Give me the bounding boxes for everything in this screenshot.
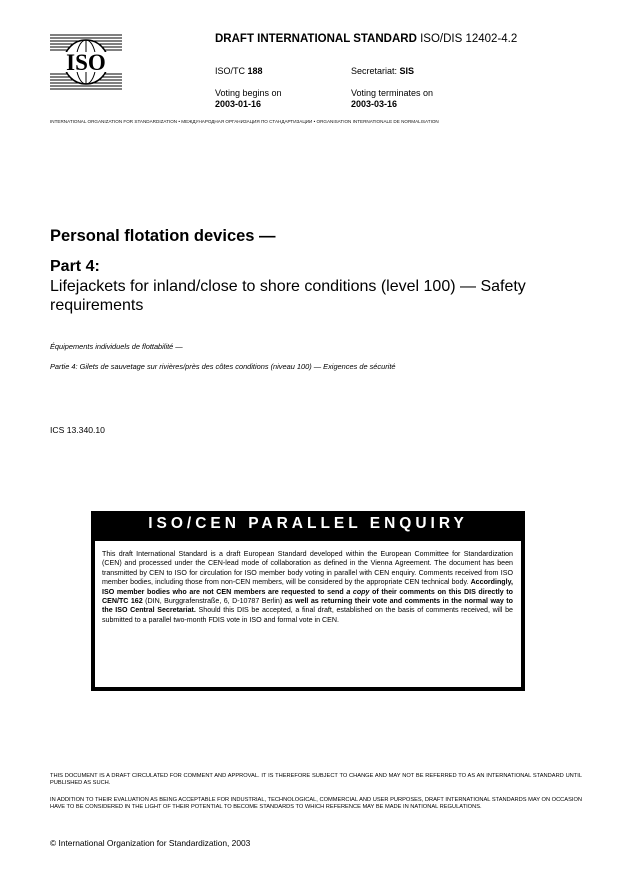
voting-terminates xyxy=(351,88,433,110)
part-title: Lifejackets for inland/close to shore conditions (level 100) — Safety requirements xyxy=(50,278,526,314)
french-title-line-1: Équipements individuels de flottabilité — xyxy=(50,342,183,351)
enquiry-text-f: as well as returning their vote and comments in the normal way to the ISO Central Secretariat. xyxy=(102,597,513,615)
ics-code: ICS 13.340.10 xyxy=(50,425,105,435)
secretariat xyxy=(351,66,414,77)
enquiry-heading: ISO/CEN PARALLEL ENQUIRY xyxy=(148,515,468,532)
enquiry-text-c: a copy xyxy=(346,587,370,596)
disclaimer-draft: THIS DOCUMENT IS A DRAFT CIRCULATED FOR COMMENT AND APPROVAL. IT IS THEREFORE SUBJECT TO CHANGE AND MAY NOT BE REFERRED TO AS AN INTERNATIONAL STANDARD UNTIL PUBLISHED AS SUCH. xyxy=(50,773,582,786)
tc-label: ISO/TC xyxy=(215,66,246,76)
copyright-notice: © International Organization for Standardization, 2003 xyxy=(50,838,251,848)
voting-ends-date: 2003-03-16 xyxy=(351,99,398,109)
secretariat-value: SIS xyxy=(399,66,415,76)
document-type-heading xyxy=(215,33,517,45)
enquiry-text-g: Should this DIS be accepted, a final draft, established on the basis of comments received, will be submitted to a parallel two-month FDIS vote in ISO and formal vote in CEN. xyxy=(102,606,513,624)
voting-begins-date: 2003-01-16 xyxy=(215,99,262,109)
enquiry-text xyxy=(102,550,513,625)
enquiry-text-d: of their comments on this DIS directly to CEN/TC 162 xyxy=(102,587,513,606)
enquiry-text-b: Accordingly, ISO member bodies who are not CEN members are requested to send xyxy=(102,578,513,596)
doc-type: DRAFT INTERNATIONAL STANDARD xyxy=(215,33,417,45)
french-title-line-2: Partie 4: Gilets de sauvetage sur rivières/près des côtes conditions (niveau 100) — Exigences de sécurité xyxy=(50,362,396,371)
document-title: Personal flotation devices — xyxy=(50,227,276,245)
doc-number: ISO/DIS 12402-4.2 xyxy=(420,33,518,45)
voting-ends-label: Voting terminates on xyxy=(351,88,434,98)
iso-logo xyxy=(50,32,122,92)
disclaimer-evaluation: IN ADDITION TO THEIR EVALUATION AS BEING ACCEPTABLE FOR INDUSTRIAL, TECHNOLOGICAL, COMMERCIAL AND USER PURPOSES, DRAFT INTERNATIONAL STANDARDS MAY ON OCCASION HAVE TO BE CONSIDERED IN THE LIGHT OF THEIR POTENTIAL TO BECOME STANDARDS TO WHICH REFERENCE MAY BE MADE IN NATIONAL REGULATIONS. xyxy=(50,797,582,810)
part-number: Part 4: xyxy=(50,258,100,275)
enquiry-text-e: (DIN, Burggrafenstraße, 6, D-10787 Berlin) xyxy=(142,597,285,606)
voting-begins xyxy=(215,88,282,110)
voting-begins-label: Voting begins on xyxy=(215,88,282,98)
organization-names-line: INTERNATIONAL ORGANIZATION FOR STANDARDIZATION • МЕЖДУНАРОДНАЯ ОРГАНИЗАЦИЯ ПО СТАНДАРТИЗАЦИИ • ORGANISATION INTERNATIONALE DE NORMALISATION xyxy=(50,119,439,124)
secretariat-label: Secretariat: xyxy=(351,66,398,76)
enquiry-text-a: This draft International Standard is a draft European Standard developed within the European Committee for Standardization (CEN) and processed under the CEN-lead mode of collaboration as defined in the Vienna Agreement. The document has been transmitted by CEN to ISO for circulation for ISO member body voting in parallel with CEN enquiry. Comments received from ISO member bodies, including those from non-CEN members, will be considered by the appropriate CEN technical body. xyxy=(102,550,513,587)
svg-text:ISO: ISO xyxy=(66,50,106,75)
technical-committee xyxy=(215,66,263,77)
tc-number: 188 xyxy=(247,66,263,76)
